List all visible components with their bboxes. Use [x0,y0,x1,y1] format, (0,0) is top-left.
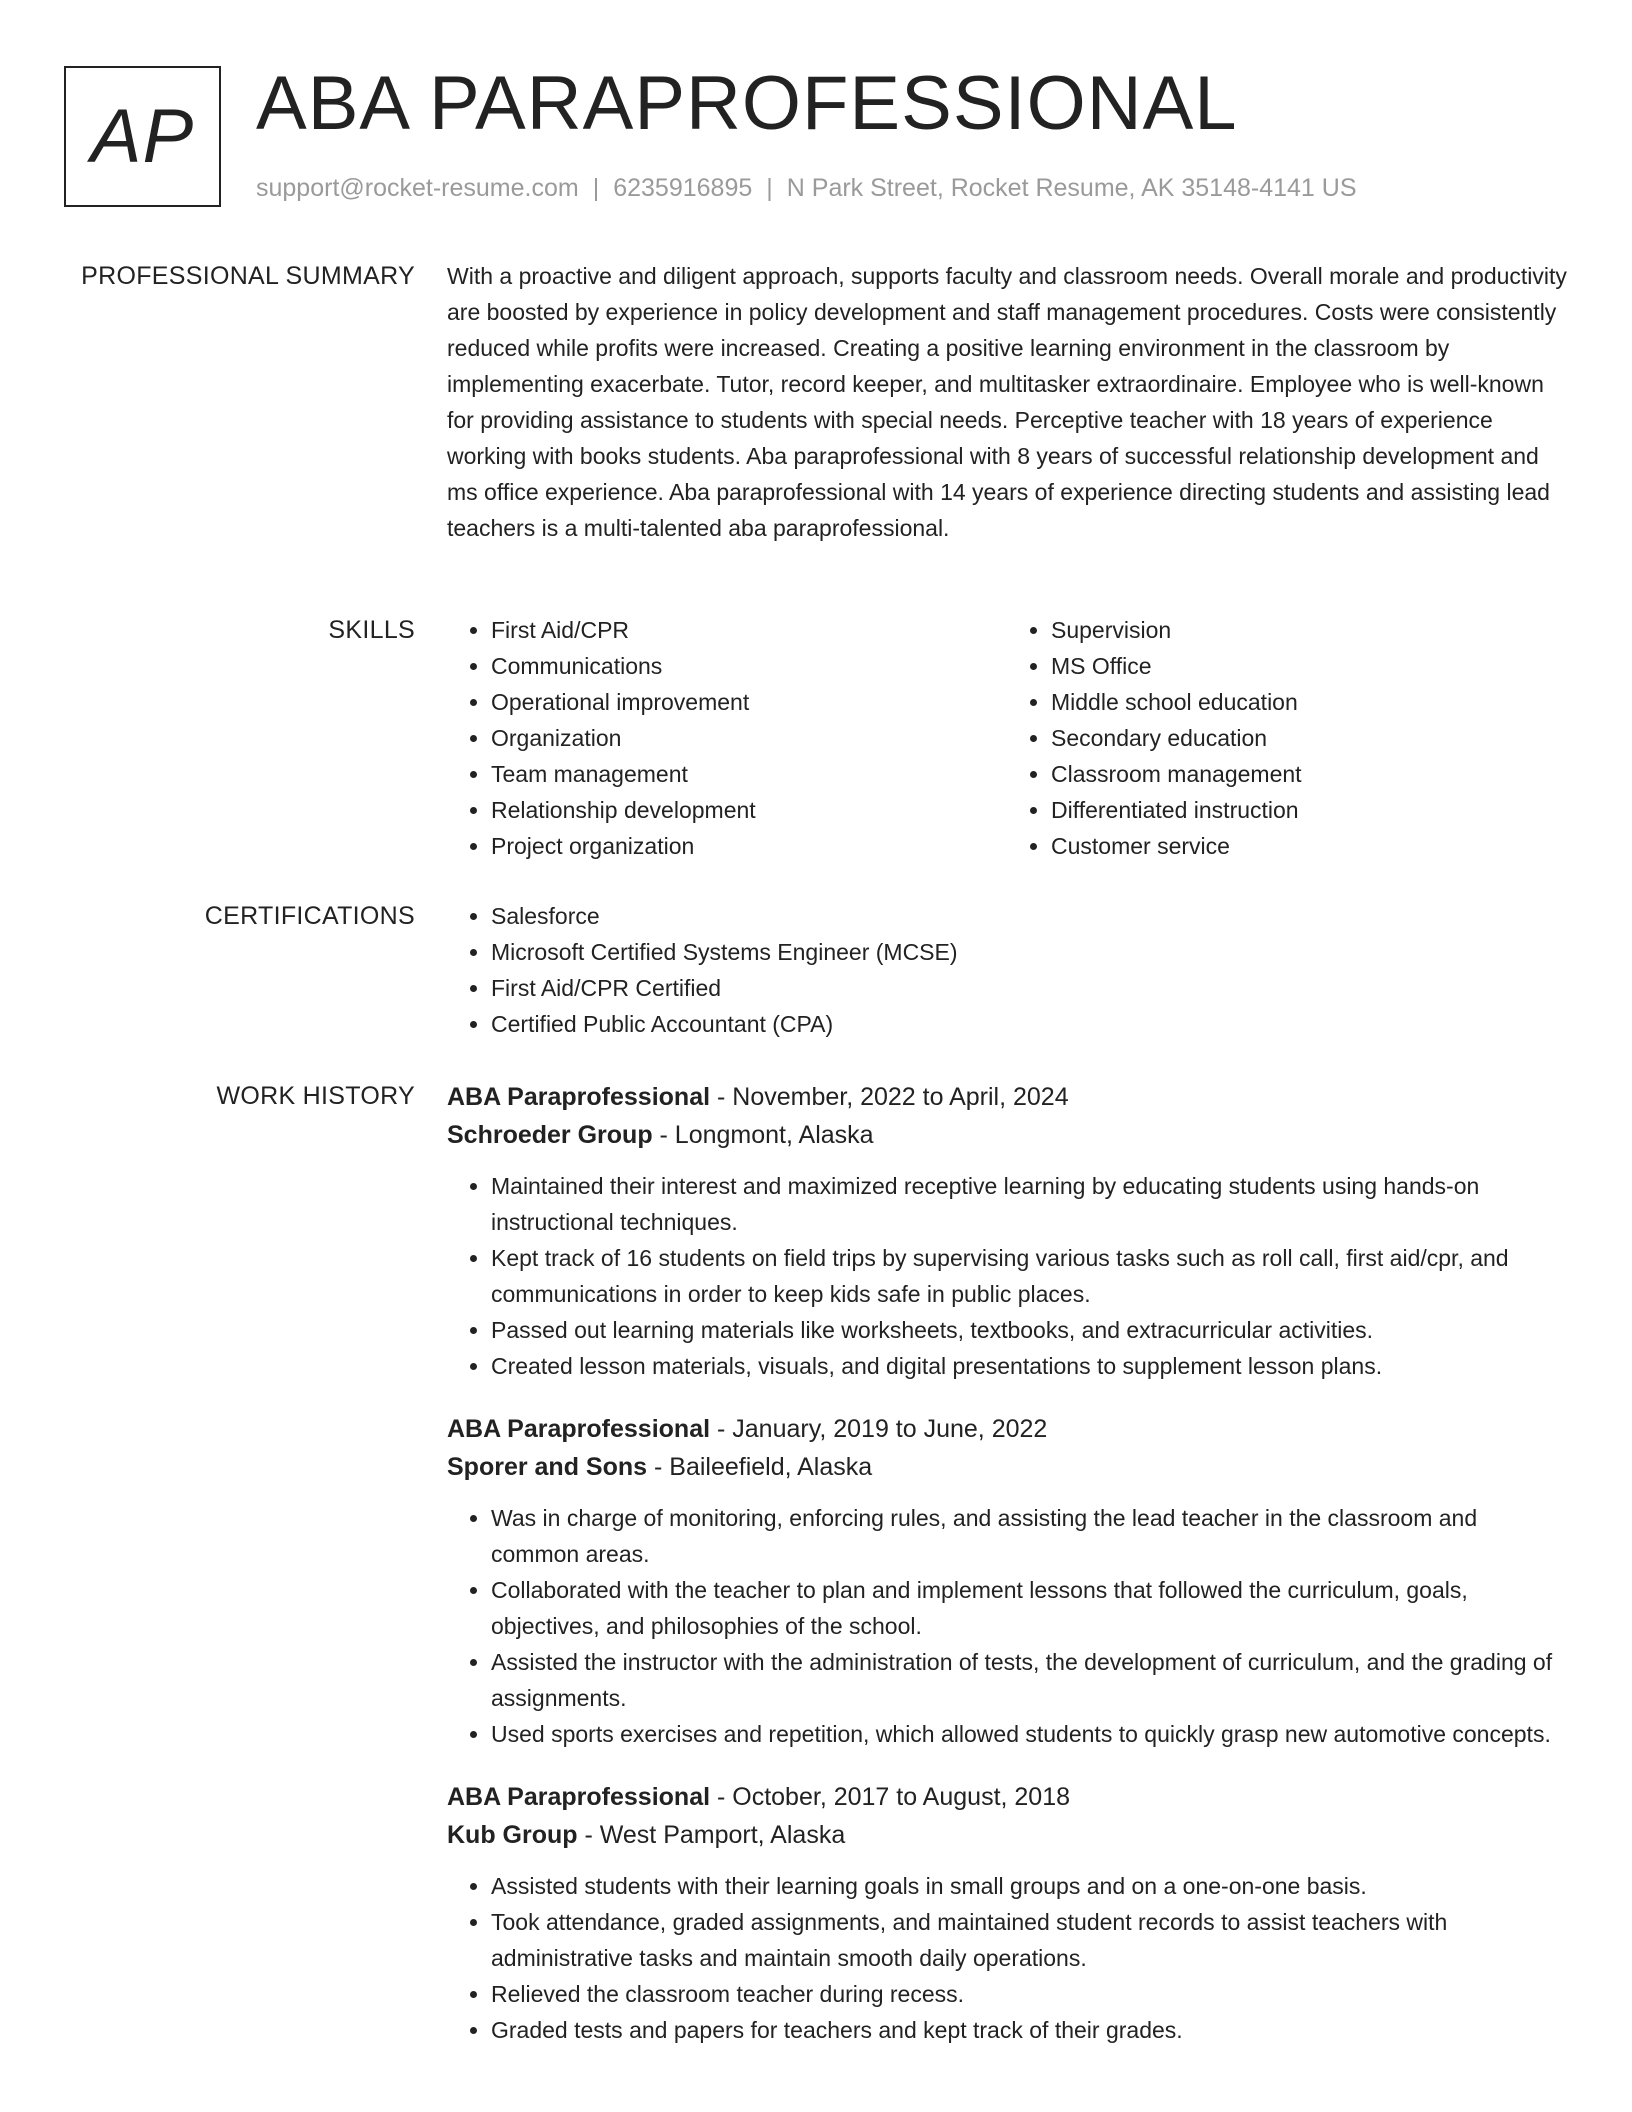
phone-text: 6235916895 [613,174,753,202]
skill-item: • Secondary education [1051,720,1567,756]
certification-item: • Salesforce [491,898,1567,934]
skill-item: • Differentiated instruction [1051,792,1567,828]
email-text: support@rocket-resume.com [256,174,579,202]
job-title-line [447,1778,1567,1816]
skill-item: • Team management [491,756,1007,792]
job-duties-list [447,1168,1567,1384]
skill-item: • Classroom management [1051,756,1567,792]
job-title-line [447,1078,1567,1116]
job-duty: • Used sports exercises and repetition, which allowed students to quickly grasp new automotive concepts. [491,1716,1567,1752]
job-duty: • Was in charge of monitoring, enforcing rules, and assisting the lead teacher in the classroom and common areas. [491,1500,1567,1572]
work-history-heading: WORK HISTORY [216,1082,415,1110]
contact-separator: | [592,174,600,202]
job-company-line [447,1816,1567,1854]
skill-item: • Relationship development [491,792,1007,828]
skills-heading: SKILLS [328,616,415,644]
skill-item: • Supervision [1051,612,1567,648]
job-entry [447,1410,1567,1752]
initials-text: AP [90,94,195,179]
skills-list-left [447,612,1007,864]
skill-item: • MS Office [1051,648,1567,684]
work-history-body [447,1078,1567,2074]
job-location: - Baileefield, Alaska [647,1453,873,1481]
candidate-name: ABA PARAPROFESSIONAL [256,61,1238,146]
initials-monogram [64,66,221,207]
summary-heading: PROFESSIONAL SUMMARY [81,262,415,290]
skill-item: • Operational improvement [491,684,1007,720]
skills-grid [447,612,1567,864]
skill-item: • Customer service [1051,828,1567,864]
job-duty: • Maintained their interest and maximized receptive learning by educating students using hands-on instructional techniques. [491,1168,1567,1240]
skills-list-right [1007,612,1567,864]
certifications-body [447,898,1567,1042]
contact-separator: | [766,174,773,202]
job-company: Sporer and Sons [447,1453,648,1481]
certification-item: • Microsoft Certified Systems Engineer (MCSE) [491,934,1567,970]
job-company: Kub Group [447,1821,578,1849]
job-dates: - October, 2017 to August, 2018 [710,1783,1071,1811]
job-company-line [447,1448,1567,1486]
job-title: ABA Paraprofessional [447,1415,711,1443]
certifications-heading: CERTIFICATIONS [204,902,415,930]
job-location: - Longmont, Alaska [652,1121,874,1149]
job-entry [447,1778,1567,2048]
job-title: ABA Paraprofessional [447,1783,711,1811]
job-duties-list [447,1500,1567,1752]
job-duty: • Assisted the instructor with the administration of tests, the development of curriculum, and the grading of assignments. [491,1644,1567,1716]
summary-text: With a proactive and diligent approach, supports faculty and classroom needs. Overall morale and productivity are boosted by experience in policy development and staff management procedures. Costs were consistently reduced while profits were increased. Creating a positive learning environment in the classroom by implementing exacerbate. Tutor, record keeper, and multitasker extraordinaire. Employee who is well-known for providing assistance to students with special needs. Perceptive teacher with 18 years of experience working with books students. Aba paraprofessional with 8 years of successful relationship development and ms office experience. Aba paraprofessional with 14 years of experience directing students and assisting lead teachers is a multi-talented aba paraprofessional. [447,263,1567,541]
job-duty: • Graded tests and papers for teachers and kept track of their grades. [491,2012,1567,2048]
job-duties-list [447,1868,1567,2048]
skill-item: • Middle school education [1051,684,1567,720]
job-duty: • Collaborated with the teacher to plan and implement lessons that followed the curriculum, goals, objectives, and philosophies of the school. [491,1572,1567,1644]
certification-item: • First Aid/CPR Certified [491,970,1567,1006]
job-company-line [447,1116,1567,1154]
job-duty: • Took attendance, graded assignments, and maintained student records to assist teachers with administrative tasks and maintain smooth daily operations. [491,1904,1567,1976]
job-dates: - November, 2022 to April, 2024 [710,1083,1069,1111]
job-company: Schroeder Group [447,1121,653,1149]
skill-item: • First Aid/CPR [491,612,1007,648]
job-entry [447,1078,1567,1384]
certification-item: • Certified Public Accountant (CPA) [491,1006,1567,1042]
job-duty: • Created lesson materials, visuals, and digital presentations to supplement lesson plans. [491,1348,1567,1384]
skill-item: • Communications [491,648,1007,684]
address-text: N Park Street, Rocket Resume, AK 35148-4141 US [786,174,1357,202]
job-duty: • Assisted students with their learning goals in small groups and on a one-on-one basis. [491,1868,1567,1904]
job-title: ABA Paraprofessional [447,1083,711,1111]
skills-body [447,612,1567,864]
certifications-list [447,898,1567,1042]
job-duty: • Relieved the classroom teacher during recess. [491,1976,1567,2012]
skill-item: • Project organization [491,828,1007,864]
job-duty: • Kept track of 16 students on field trips by supervising various tasks such as roll call, first aid/cpr, and communications in order to keep kids safe in public places. [491,1240,1567,1312]
contact-line [256,174,1357,203]
job-title-line [447,1410,1567,1448]
summary-body [447,258,1567,546]
job-location: - West Pamport, Alaska [577,1821,846,1849]
skill-item: • Organization [491,720,1007,756]
job-dates: - January, 2019 to June, 2022 [710,1415,1048,1443]
job-duty: • Passed out learning materials like worksheets, textbooks, and extracurricular activities. [491,1312,1567,1348]
